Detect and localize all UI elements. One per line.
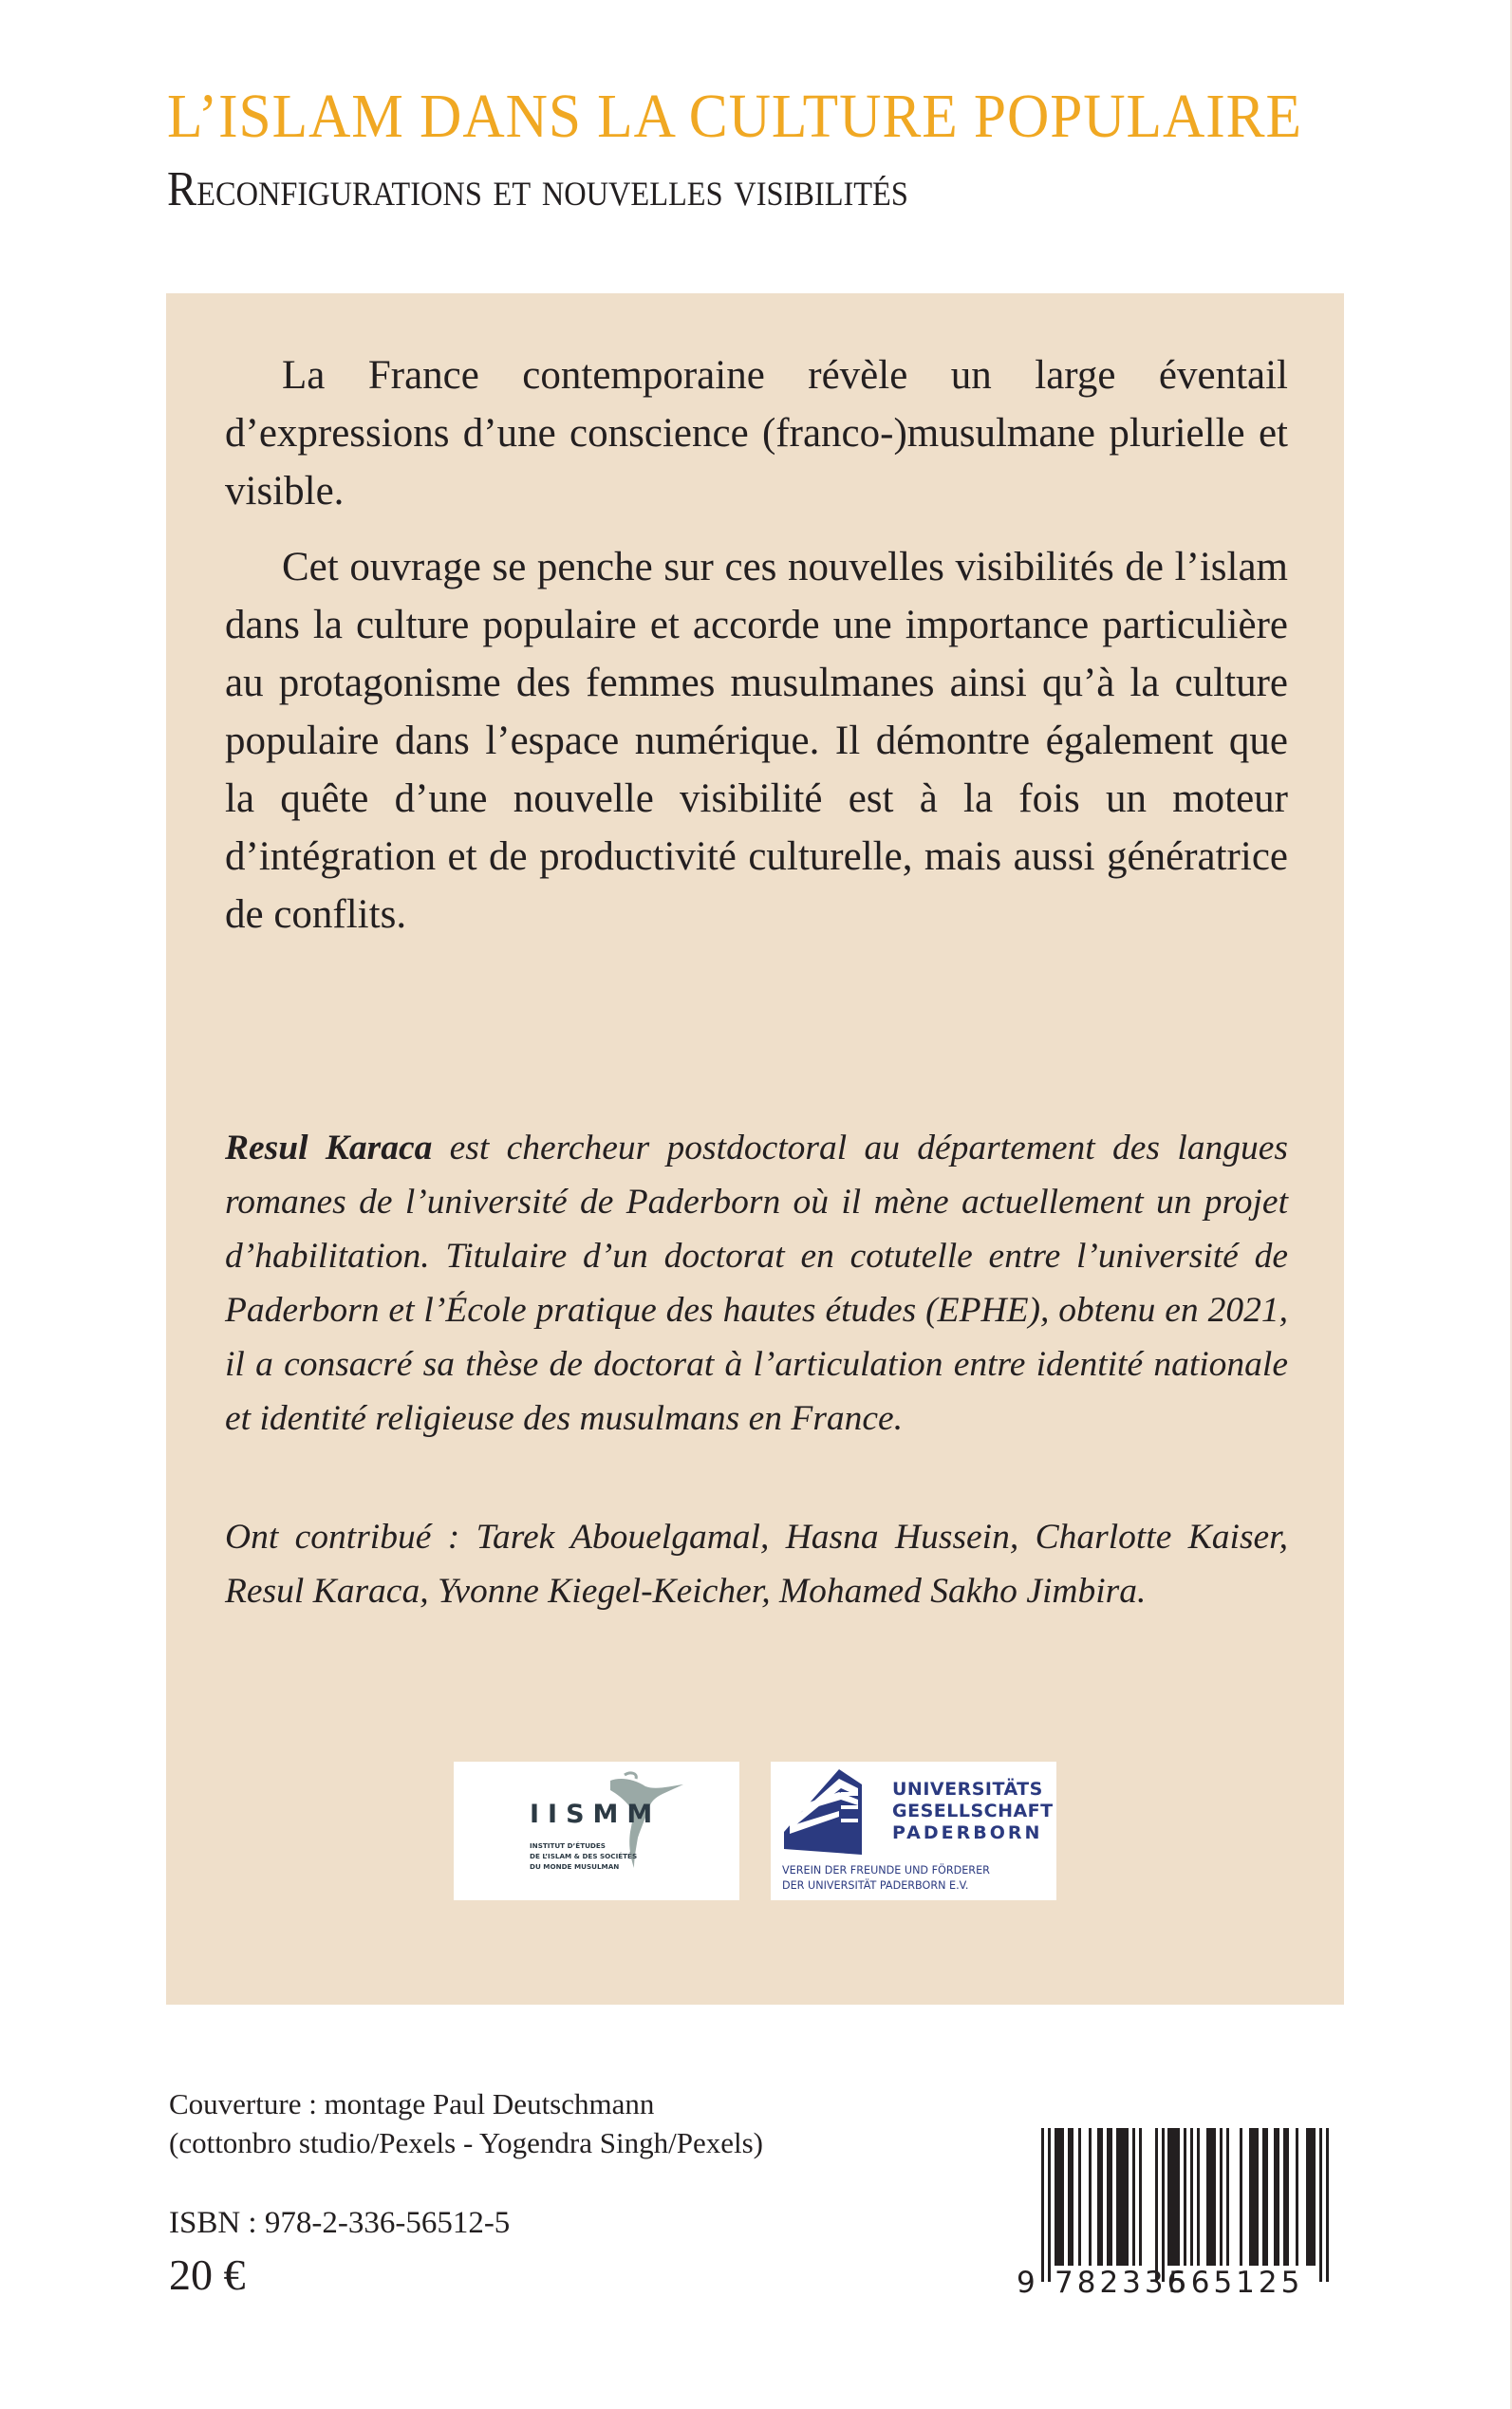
book-subtitle: Reconfigurations et nouvelles visibilités (167, 162, 908, 216)
price: 20 € (169, 2250, 246, 2299)
author-bio (225, 1121, 1288, 1446)
author-name: Resul Karaca (225, 1129, 433, 1167)
isbn: ISBN : 978-2-336-56512-5 (169, 2206, 511, 2240)
upb-name (892, 1779, 1054, 1844)
upb-name-line: UNIVERSITÄTS (892, 1779, 1043, 1800)
upb-name-line: GESELLSCHAFT (892, 1801, 1054, 1821)
barcode-left-digits: 782336 (1055, 2266, 1190, 2300)
iismm-line: DU MONDE MUSULMAN (530, 1862, 620, 1871)
barcode-first-digit: 9 (1017, 2266, 1036, 2300)
upb-sub-line: VEREIN DER FREUNDE UND FÖRDERER (782, 1864, 990, 1877)
iismm-line: DE L’ISLAM & DES SOCIÉTÉS (530, 1852, 638, 1860)
barcode-right-digits: 565125 (1168, 2266, 1304, 2300)
contributors: Ont contribué : Tarek Abouelgamal, Hasna Hussein, Charlotte Kaiser, Resul Karaca, Yvonne Kiegel-Keicher, Mohamed Sakho Jimbira. (225, 1518, 1288, 1611)
upb-name-line: PADERBORN (892, 1822, 1043, 1843)
cover-credit-line: Couverture : montage Paul Deutschmann (169, 2087, 655, 2120)
summary (225, 346, 1288, 943)
upb-subtitle (782, 1863, 990, 1894)
back-cover-panel (166, 293, 1344, 2005)
upb-sub-line: DER UNIVERSITÄT PADERBORN E.V. (782, 1879, 969, 1892)
summary-paragraph-1: La France contemporaine révèle un large éventail d’expressions d’une conscience (franco-)musulmane plurielle et visible. (225, 353, 1288, 514)
building-icon (782, 1767, 888, 1855)
author-bio-text: est chercheur postdoctoral au département des langues romanes de l’université de Paderborn où il mène actuellement un projet d’habilitation. Titulaire d’un doctorat en cotutelle entre l’université de Paderborn et l’École pratique des hautes études (EPHE), obtenu en 2021, il a consacré sa thèse de doctorat à l’articulation entre identité nationale et identité religieuse des musulmans en France. (225, 1129, 1288, 1438)
summary-paragraph-2: Cet ouvrage se penche sur ces nouvelles visibilités de l’islam dans la culture populaire et accorde une importance particulière au protagonisme des femmes musulmanes ainsi qu’à la culture populaire dans l’espace numérique. Il démontre également que la quête d’une nouvelle visibilité est à la fois un moteur d’intégration et de productivité culturelle, mais aussi génératrice de conflits. (225, 545, 1288, 937)
iismm-line: INSTITUT D’ÉTUDES (530, 1841, 606, 1850)
book-title: L’ISLAM DANS LA CULTURE POPULAIRE (167, 82, 1302, 151)
iismm-acronym: IISMM (530, 1800, 662, 1829)
iismm-full-name (530, 1840, 637, 1872)
iismm-logo (454, 1762, 739, 1900)
cover-credits (169, 2084, 763, 2162)
cover-credit-line: (cottonbro studio/Pexels - Yogendra Singh/Pexels) (169, 2126, 763, 2159)
universitaetsgesellschaft-logo (771, 1762, 1056, 1900)
